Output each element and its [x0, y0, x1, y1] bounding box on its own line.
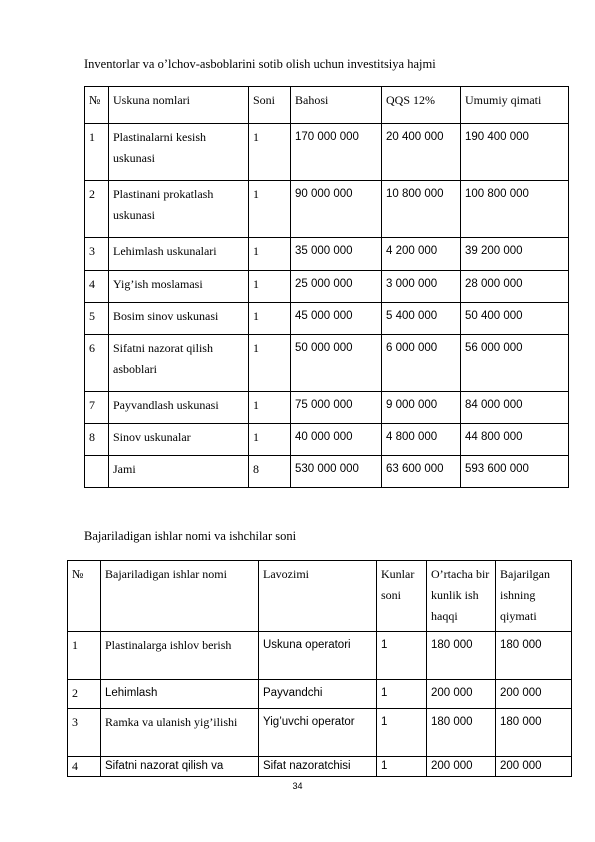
- cell-days: 1: [377, 757, 427, 777]
- cell-quantity: 1: [249, 271, 291, 303]
- cell-vat: 5 400 000: [382, 303, 461, 335]
- cell-vat: 4 200 000: [382, 238, 461, 271]
- cell-total: 39 200 000: [461, 238, 569, 271]
- cell-quantity: 8: [249, 456, 291, 488]
- cell-work-value: 200 000: [496, 680, 572, 709]
- cell-daily-wage: 180 000: [427, 709, 496, 757]
- cell-number: 5: [85, 303, 109, 335]
- cell-number: 7: [85, 392, 109, 424]
- section2-title: Bajariladigan ishlar nomi va ishchilar soni: [84, 529, 297, 543]
- cell-work-name: Sifatni nazorat qilish va: [101, 757, 259, 777]
- cell-work-name: Plastinalarga ishlov berish: [101, 632, 259, 680]
- table-row: [68, 757, 572, 777]
- cell-vat: 6 000 000: [382, 335, 461, 392]
- cell-total: 28 000 000: [461, 271, 569, 303]
- work-and-workers-table: [67, 560, 572, 777]
- cell-equipment-name: Sifatni nazorat qilish asboblari: [109, 335, 249, 392]
- table-row: [85, 335, 569, 392]
- cell-vat: 4 800 000: [382, 424, 461, 456]
- cell-vat: 63 600 000: [382, 456, 461, 488]
- cell-work-value: 180 000: [496, 709, 572, 757]
- table-row: [85, 124, 569, 181]
- header-cell-work-name: Bajariladigan ishlar nomi: [101, 561, 259, 632]
- cell-number: 4: [68, 757, 101, 777]
- cell-quantity: 1: [249, 238, 291, 271]
- cell-price: 170 000 000: [291, 124, 382, 181]
- cell-work-value: 200 000: [496, 757, 572, 777]
- cell-total: 44 800 000: [461, 424, 569, 456]
- cell-vat: 3 000 000: [382, 271, 461, 303]
- cell-number: [85, 456, 109, 488]
- cell-vat: 10 800 000: [382, 181, 461, 238]
- section1-title: Inventorlar va o’lchov-asboblarini sotib olish uchun investitsiya hajmi: [84, 57, 436, 71]
- cell-number: 8: [85, 424, 109, 456]
- cell-days: 1: [377, 632, 427, 680]
- cell-number: 4: [85, 271, 109, 303]
- table-header-row: [85, 87, 569, 124]
- table-row: [85, 424, 569, 456]
- cell-total: 190 400 000: [461, 124, 569, 181]
- cell-number: 6: [85, 335, 109, 392]
- cell-daily-wage: 200 000: [427, 680, 496, 709]
- cell-quantity: 1: [249, 124, 291, 181]
- header-cell-vat: QQS 12%: [382, 87, 461, 124]
- cell-daily-wage: 200 000: [427, 757, 496, 777]
- cell-price: 45 000 000: [291, 303, 382, 335]
- cell-quantity: 1: [249, 303, 291, 335]
- header-cell-number: №: [68, 561, 101, 632]
- cell-number: 3: [85, 238, 109, 271]
- table-row: [85, 392, 569, 424]
- cell-number: 2: [85, 181, 109, 238]
- cell-number: 3: [68, 709, 101, 757]
- cell-quantity: 1: [249, 335, 291, 392]
- cell-total-label: Jami: [109, 456, 249, 488]
- cell-position: Sifat nazoratchisi: [259, 757, 377, 777]
- cell-days: 1: [377, 709, 427, 757]
- cell-total: 593 600 000: [461, 456, 569, 488]
- cell-number: 1: [68, 632, 101, 680]
- cell-price: 35 000 000: [291, 238, 382, 271]
- table-row: [68, 680, 572, 709]
- cell-daily-wage: 180 000: [427, 632, 496, 680]
- header-cell-position: Lavozimi: [259, 561, 377, 632]
- cell-total: 50 400 000: [461, 303, 569, 335]
- cell-total: 100 800 000: [461, 181, 569, 238]
- table-header-row: [68, 561, 572, 632]
- cell-vat: 20 400 000: [382, 124, 461, 181]
- header-cell-total: Umumiy qimati: [461, 87, 569, 124]
- cell-quantity: 1: [249, 181, 291, 238]
- table-row: [68, 632, 572, 680]
- cell-days: 1: [377, 680, 427, 709]
- cell-equipment-name: Lehimlash uskunalari: [109, 238, 249, 271]
- cell-price: 530 000 000: [291, 456, 382, 488]
- cell-position: Payvandchi: [259, 680, 377, 709]
- table-total-row: [85, 456, 569, 488]
- cell-vat: 9 000 000: [382, 392, 461, 424]
- cell-quantity: 1: [249, 424, 291, 456]
- cell-total: 84 000 000: [461, 392, 569, 424]
- table-row: [85, 181, 569, 238]
- header-cell-price: Bahosi: [291, 87, 382, 124]
- cell-price: 25 000 000: [291, 271, 382, 303]
- table-row: [85, 303, 569, 335]
- cell-position: Yig’uvchi operator: [259, 709, 377, 757]
- cell-price: 40 000 000: [291, 424, 382, 456]
- header-cell-days: Kunlar soni: [377, 561, 427, 632]
- table-row: [85, 238, 569, 271]
- cell-equipment-name: Yig’ish moslamasi: [109, 271, 249, 303]
- table-row: [85, 271, 569, 303]
- cell-equipment-name: Plastinalarni kesish uskunasi: [109, 124, 249, 181]
- cell-equipment-name: Sinov uskunalar: [109, 424, 249, 456]
- header-cell-daily-wage: O’rtacha bir kunlik ish haqqi: [427, 561, 496, 632]
- cell-equipment-name: Plastinani prokatlash uskunasi: [109, 181, 249, 238]
- header-cell-quantity: Soni: [249, 87, 291, 124]
- cell-price: 75 000 000: [291, 392, 382, 424]
- cell-position: Uskuna operatori: [259, 632, 377, 680]
- header-cell-equipment-name: Uskuna nomlari: [109, 87, 249, 124]
- cell-price: 50 000 000: [291, 335, 382, 392]
- cell-work-value: 180 000: [496, 632, 572, 680]
- cell-total: 56 000 000: [461, 335, 569, 392]
- page-number: 34: [292, 781, 303, 791]
- cell-equipment-name: Bosim sinov uskunasi: [109, 303, 249, 335]
- cell-work-name: Lehimlash: [101, 680, 259, 709]
- equipment-investment-table: [84, 86, 569, 488]
- header-cell-work-value: Bajarilgan ishning qiymati: [496, 561, 572, 632]
- header-cell-number: №: [85, 87, 109, 124]
- cell-quantity: 1: [249, 392, 291, 424]
- table-row: [68, 709, 572, 757]
- cell-number: 2: [68, 680, 101, 709]
- cell-equipment-name: Payvandlash uskunasi: [109, 392, 249, 424]
- cell-price: 90 000 000: [291, 181, 382, 238]
- cell-work-name: Ramka va ulanish yig’ilishi: [101, 709, 259, 757]
- cell-number: 1: [85, 124, 109, 181]
